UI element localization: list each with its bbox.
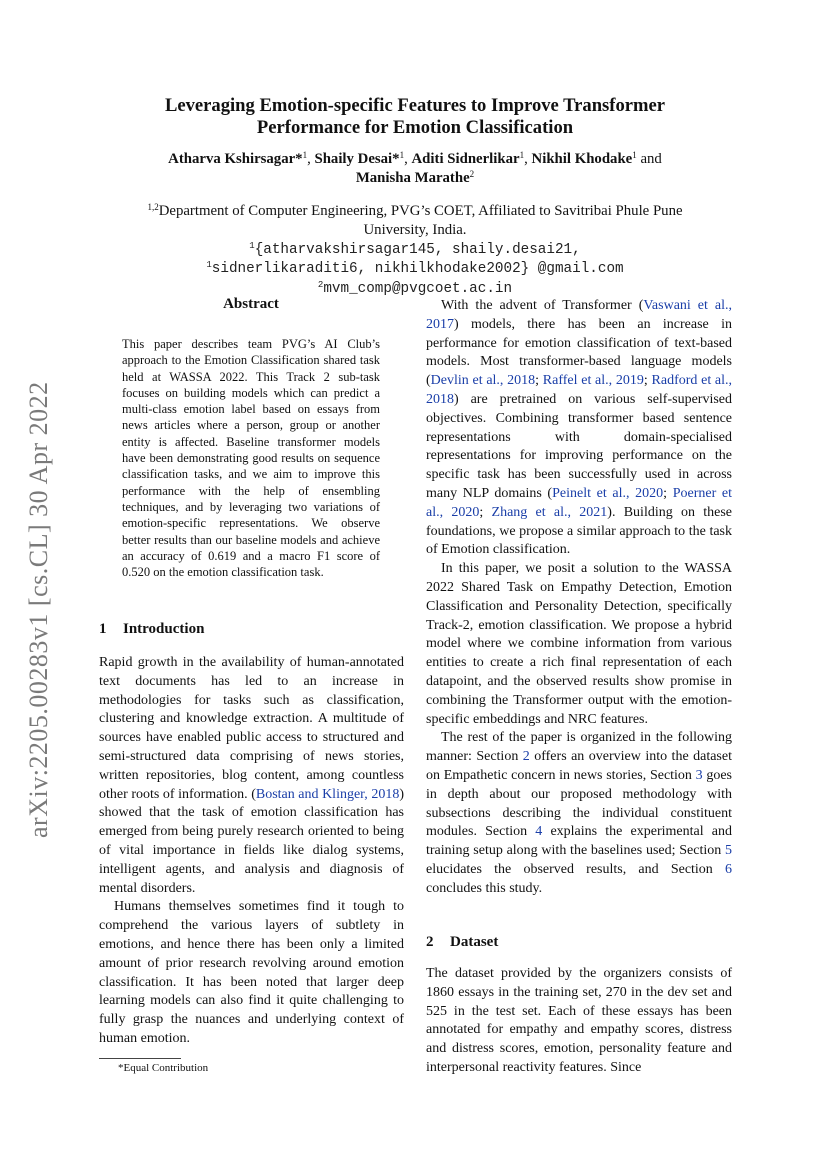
introduction-body xyxy=(99,654,404,1049)
paragraph: Humans themselves sometimes find it tough to comprehend the various layers of subtlety in emotions, and hence there has been only a limited amount of prior research revolving around emotion classification. It has been noted that larger deep learning models can also find it quite challenging to fully grasp the nuances and underlying context of human emotion. xyxy=(99,899,404,1046)
email-text: {atharvakshirsagar145, shaily.desai21, xyxy=(254,242,581,258)
citation-link[interactable]: Raffel et al., 2019 xyxy=(542,373,644,389)
email-sup: 1 xyxy=(206,260,212,271)
author-name: Manisha Marathe xyxy=(355,170,470,186)
title-line-2: Performance for Emotion Classification xyxy=(256,117,574,138)
citation-link[interactable]: Bostan and Klinger, 2018 xyxy=(255,786,400,802)
paragraph xyxy=(426,297,732,560)
citation-link[interactable]: Devlin et al., 2018 xyxy=(430,373,536,389)
text-run: ; xyxy=(663,485,673,501)
author-name: Aditi Sidnerlikar xyxy=(411,151,520,167)
section-heading-introduction xyxy=(99,621,204,638)
title-line-1: Leveraging Emotion-specific Features to Improve Transformer xyxy=(164,95,666,116)
paper-title xyxy=(100,95,730,139)
email-line xyxy=(100,241,730,260)
section-heading-dataset xyxy=(426,934,498,951)
citation-link[interactable]: Zhang et al., 2021 xyxy=(491,504,608,520)
text-run: Rapid growth in the availability of human-annotated text documents has led to an increase in methodologies for tasks such as classification, clustering and knowledge extraction. A multitude of sources have enabled public access to structured and semi-structured data comprising of news stories, written repositories, blog content, among countless other roots of information. ( xyxy=(99,655,404,802)
email-line xyxy=(100,260,730,279)
affiliation-line-1 xyxy=(100,202,730,221)
affiliation-text: Department of Computer Engineering, PVG’s COET, Affiliated to Savitribai Phule Pune xyxy=(158,203,683,219)
affiliation xyxy=(100,202,730,240)
section-title: Introduction xyxy=(123,621,205,637)
author-affil-sup: 1 xyxy=(302,150,308,160)
section-number: 2 xyxy=(426,934,434,950)
footnote-rule xyxy=(99,1058,181,1059)
text-run: elucidates the observed results, and Section xyxy=(426,861,725,877)
section-number: 1 xyxy=(99,621,107,637)
paragraph xyxy=(426,729,732,898)
text-run: ). Building on these foundations, we propose a similar approach to the task of Emotion classification. xyxy=(426,504,733,558)
author-affil-sup: 1 xyxy=(399,150,405,160)
author-affil-sup: 1 xyxy=(632,150,637,160)
text-run: explains the experimental and training setup along with the baselines used; Section xyxy=(426,824,732,859)
text-run: offers an overview into the dataset on Empathetic concern in news stories, Section xyxy=(426,749,732,783)
text-run: ; xyxy=(479,504,492,520)
citation-link[interactable]: Vaswani et al., 2017 xyxy=(426,298,732,332)
section-ref-link[interactable]: 2 xyxy=(522,749,530,765)
text-run: goes in depth about our proposed methodology with subsections describing the individual constituent modules. Section xyxy=(426,767,732,840)
email-text: mvm_comp@pvgcoet.ac.in xyxy=(323,280,513,297)
section-ref-link[interactable]: 5 xyxy=(725,843,732,859)
paragraph: The dataset provided by the organizers consists of 1860 essays in the training set, 270 in the dev set and 525 in the test set. Each of these essays has been annotated for empathy and empathy scores, distress and distress scores, emotion, personality feature and interpersonal reactivity features. Since xyxy=(426,966,732,1075)
email-text: sidnerlikaraditi6, nikhilkhodake2002} @gmail.com xyxy=(211,261,624,278)
author-name: Nikhil Khodake xyxy=(531,151,633,167)
dataset-body xyxy=(426,965,732,1078)
affiliation-sup: 1,2 xyxy=(147,202,159,212)
citation-link[interactable]: Poerner et al., 2020 xyxy=(426,485,732,520)
text-run: ) are pretrained on various self-supervised objectives. Combining transformer based sentence representations with domain-specialised representations for improving performance on the specific task has been successfully used in across many NLP domains ( xyxy=(426,391,732,501)
text-run: ) models, there has been an increase in performance for emotion classification of text-based models. Most transformer-based language models ( xyxy=(426,316,732,389)
abstract-body: This paper describes team PVG’s AI Club’s approach to the Emotion Classification shared task held at WASSA 2022. This Track 2 sub-task focuses on building models which can predict a multi-class emotion label based on essays from news articles where a person, group or another entity is affected. Baseline transformer models have been demonstrating good results on sequence classification tasks, and we aim to improve this performance with the help of ensembling techniques, and by leveraging two variations of emotion-specific representations. We observe better results than our baseline models and achieve an accuracy of 0.619 and a macro F1 score of 0.520 on the emotion classification task. xyxy=(122,337,380,580)
text-run: ) showed that the task of emotion classification has emerged from being purely research oriented to being of vital importance in fields like dialog systems, intelligent agents, and analysis and diagnosis of mental disorders. xyxy=(99,786,404,896)
text-run: With the advent of Transformer ( xyxy=(441,298,644,313)
paragraph xyxy=(99,654,404,898)
section-ref-link[interactable]: 4 xyxy=(535,824,543,840)
paragraph: In this paper, we posit a solution to the WASSA 2022 Shared Task on Empathy Detection, Emotion Classification and Personality Detection, specifically Track-2, emotion classification. We propose a hybrid model where we combine information from various entities to create a rich final representation of each datapoint, and the observed results show promise in combining the Transformer output with the emotion-specific embeddings and NRC features. xyxy=(426,561,732,727)
author-affil-sup: 2 xyxy=(469,169,475,179)
author-emails xyxy=(100,241,730,299)
abstract-heading: Abstract xyxy=(223,296,279,312)
email-sup: 1 xyxy=(249,241,255,251)
right-column-body xyxy=(426,297,732,899)
text-run: ; xyxy=(535,373,543,389)
citation-link[interactable]: Radford et al., 2018 xyxy=(426,373,733,407)
section-title: Dataset xyxy=(450,934,499,950)
author-name: Atharva Kshirsagar* xyxy=(168,151,303,167)
affiliation-line-2: University, India. xyxy=(363,222,467,238)
email-sup: 2 xyxy=(317,279,324,290)
text-run: ; xyxy=(643,373,652,389)
arxiv-identifier-stamp: arXiv:2205.00283v1 [cs.CL] 30 Apr 2022 xyxy=(24,381,53,839)
text-run: concludes this study. xyxy=(426,880,543,896)
citation-link[interactable]: Peinelt et al., 2020 xyxy=(552,485,664,501)
section-ref-link[interactable]: 3 xyxy=(695,767,703,783)
author-list: Atharva Kshirsagar*$^1$, Shaily Desai*$^1$, Aditi Sidnerlikar$^1$, Nikhil Khodake$^1$ and Manisha Marathe$^2$ xyxy=(168,150,662,186)
text-run: The rest of the paper is organized in the following manner: Section xyxy=(426,730,732,765)
author-conjunction: and xyxy=(640,151,662,167)
section-ref-link[interactable]: 6 xyxy=(725,861,732,877)
author-name: Shaily Desai* xyxy=(314,151,400,167)
author-affil-sup: 1 xyxy=(519,150,525,160)
footnote: *Equal Contribution xyxy=(118,1062,209,1074)
